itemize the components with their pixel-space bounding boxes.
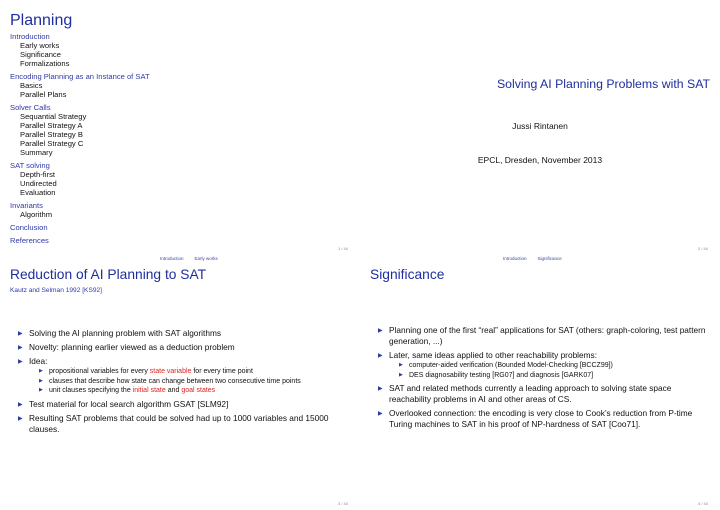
toc-subsection[interactable]: Depth-first bbox=[20, 170, 56, 179]
page-number: 3 / 44 bbox=[337, 501, 348, 506]
slide-title-page bbox=[360, 0, 720, 255]
presentation-title: Solving AI Planning Problems with SAT bbox=[496, 77, 710, 91]
toc-section[interactable]: Introduction bbox=[10, 32, 50, 41]
highlight-text: goal states bbox=[181, 387, 216, 394]
toc-section[interactable]: References bbox=[10, 236, 49, 245]
bullet-list bbox=[378, 325, 708, 433]
list-item: ▶ Idea: ▶ propositional variables for every state variable for every time point ▶ clauses that describe how state can change between two consecutive time points ▶ unit clauses specifying the initial state and goal states bbox=[18, 356, 348, 396]
list-item: ▶ Solving the AI planning problem with SAT algorithms bbox=[18, 328, 222, 338]
table-of-contents bbox=[10, 32, 150, 245]
sub-list-item: ▶ clauses that describe how state can change between two consecutive time points bbox=[39, 377, 301, 385]
toc-subsection[interactable]: Early works bbox=[20, 41, 60, 50]
toc-subsection[interactable]: Sequantial Strategy bbox=[20, 112, 87, 121]
list-item: ▶ Resulting SAT problems that could be solved had up to 1000 variables and 15000 clauses. bbox=[18, 412, 329, 434]
bullet-triangle-icon: ▶ bbox=[39, 387, 43, 393]
toc-subsection[interactable]: Parallel Strategy A bbox=[20, 121, 83, 130]
toc-subsection[interactable]: Parallel Strategy C bbox=[20, 139, 84, 148]
highlight-text: state variable bbox=[149, 368, 192, 375]
breadcrumb bbox=[160, 256, 229, 261]
slide-reduction bbox=[0, 255, 360, 510]
slide-title: Significance bbox=[370, 267, 445, 282]
slide-subtitle: Kautz and Selman 1992 [KS92] bbox=[10, 287, 103, 294]
slide-outline bbox=[0, 0, 360, 255]
list-item: ▶ Overlooked connection: the encoding is very close to Cook’s reduction from P-time Turing machines to SAT in his proof of NP-hardness of SAT [Coo71]. bbox=[378, 408, 693, 429]
sub-list-item: ▶ computer-aided verification (Bounded Model-Checking [BCCZ99]) bbox=[399, 362, 613, 369]
outline-title: Planning bbox=[10, 12, 73, 29]
toc-section[interactable]: Encoding Planning as an Instance of SAT bbox=[10, 72, 150, 81]
slide-title: Reduction of AI Planning to SAT bbox=[10, 267, 207, 282]
page-number: 1 / 44 bbox=[337, 246, 348, 251]
slide-significance bbox=[360, 255, 720, 510]
list-item: ▶ Later, same ideas applied to other reachability problems: ▶ computer-aided verification (Bounded Model-Checking [BCCZ99]) ▶ DES diagnosability testing [RG07] and diagnosis [GARK07] bbox=[378, 350, 708, 380]
bullet-triangle-icon: ▶ bbox=[399, 371, 403, 378]
toc-subsection[interactable]: Basics bbox=[20, 81, 43, 90]
author: Jussi Rintanen bbox=[512, 121, 568, 131]
breadcrumb bbox=[503, 256, 573, 261]
sub-list-item: ▶ propositional variables for every state variable for every time point bbox=[39, 368, 253, 375]
bullet-triangle-icon: ▶ bbox=[18, 331, 23, 337]
toc-subsection[interactable]: Summary bbox=[20, 148, 53, 157]
toc-section[interactable]: Solver Calls bbox=[10, 103, 51, 112]
toc-subsection[interactable]: Evaluation bbox=[20, 188, 56, 197]
list-item: ▶ SAT and related methods currently a leading approach to solving state space reachability problems in AI and other areas of CS. bbox=[378, 383, 672, 404]
toc-section[interactable]: Invariants bbox=[10, 201, 43, 210]
toc-subsection[interactable]: Algorithm bbox=[20, 210, 53, 219]
bullet-triangle-icon: ▶ bbox=[18, 415, 23, 422]
bullet-triangle-icon: ▶ bbox=[378, 328, 383, 334]
toc-subsection[interactable]: Parallel Strategy B bbox=[20, 130, 83, 139]
bullet-triangle-icon: ▶ bbox=[378, 411, 383, 417]
breadcrumb-section[interactable]: Introduction bbox=[503, 256, 527, 261]
bullet-triangle-icon: ▶ bbox=[18, 345, 23, 351]
bullet-list bbox=[18, 328, 348, 438]
toc-section[interactable]: Conclusion bbox=[10, 223, 48, 232]
sub-list-item: ▶ unit clauses specifying the initial state and goal states bbox=[39, 387, 216, 394]
bullet-triangle-icon: ▶ bbox=[18, 359, 23, 365]
breadcrumb-subsection[interactable]: Significance bbox=[537, 256, 562, 261]
bullet-triangle-icon: ▶ bbox=[378, 353, 383, 359]
bullet-triangle-icon: ▶ bbox=[18, 401, 23, 408]
page-number: 4 / 44 bbox=[697, 501, 708, 506]
bullet-triangle-icon: ▶ bbox=[378, 386, 383, 392]
breadcrumb-subsection[interactable]: Early works bbox=[194, 256, 218, 261]
venue-date: EPCL, Dresden, November 2013 bbox=[477, 155, 603, 165]
list-item: ▶ Test material for local search algorithm GSAT [SLM92] bbox=[18, 398, 229, 409]
page-number: 2 / 44 bbox=[697, 246, 708, 251]
toc-subsection[interactable]: Formalizations bbox=[20, 59, 70, 68]
sub-list-item: ▶ DES diagnosability testing [RG07] and diagnosis [GARK07] bbox=[399, 371, 594, 379]
bullet-triangle-icon: ▶ bbox=[399, 362, 403, 368]
toc-subsection[interactable]: Significance bbox=[20, 50, 61, 59]
bullet-triangle-icon: ▶ bbox=[39, 377, 43, 384]
bullet-triangle-icon: ▶ bbox=[39, 368, 43, 374]
toc-subsection[interactable]: Undirected bbox=[20, 179, 57, 188]
list-item: ▶ Novelty: planning earlier viewed as a deduction problem bbox=[18, 342, 235, 352]
toc-subsection[interactable]: Parallel Plans bbox=[20, 90, 67, 99]
toc-section[interactable]: SAT solving bbox=[10, 161, 50, 170]
list-item: ▶ Planning one of the first “real” applications for SAT (others: graph-coloring, test pattern generation, ...) bbox=[378, 325, 706, 346]
highlight-text: initial state bbox=[132, 387, 166, 394]
breadcrumb-section[interactable]: Introduction bbox=[160, 256, 184, 261]
